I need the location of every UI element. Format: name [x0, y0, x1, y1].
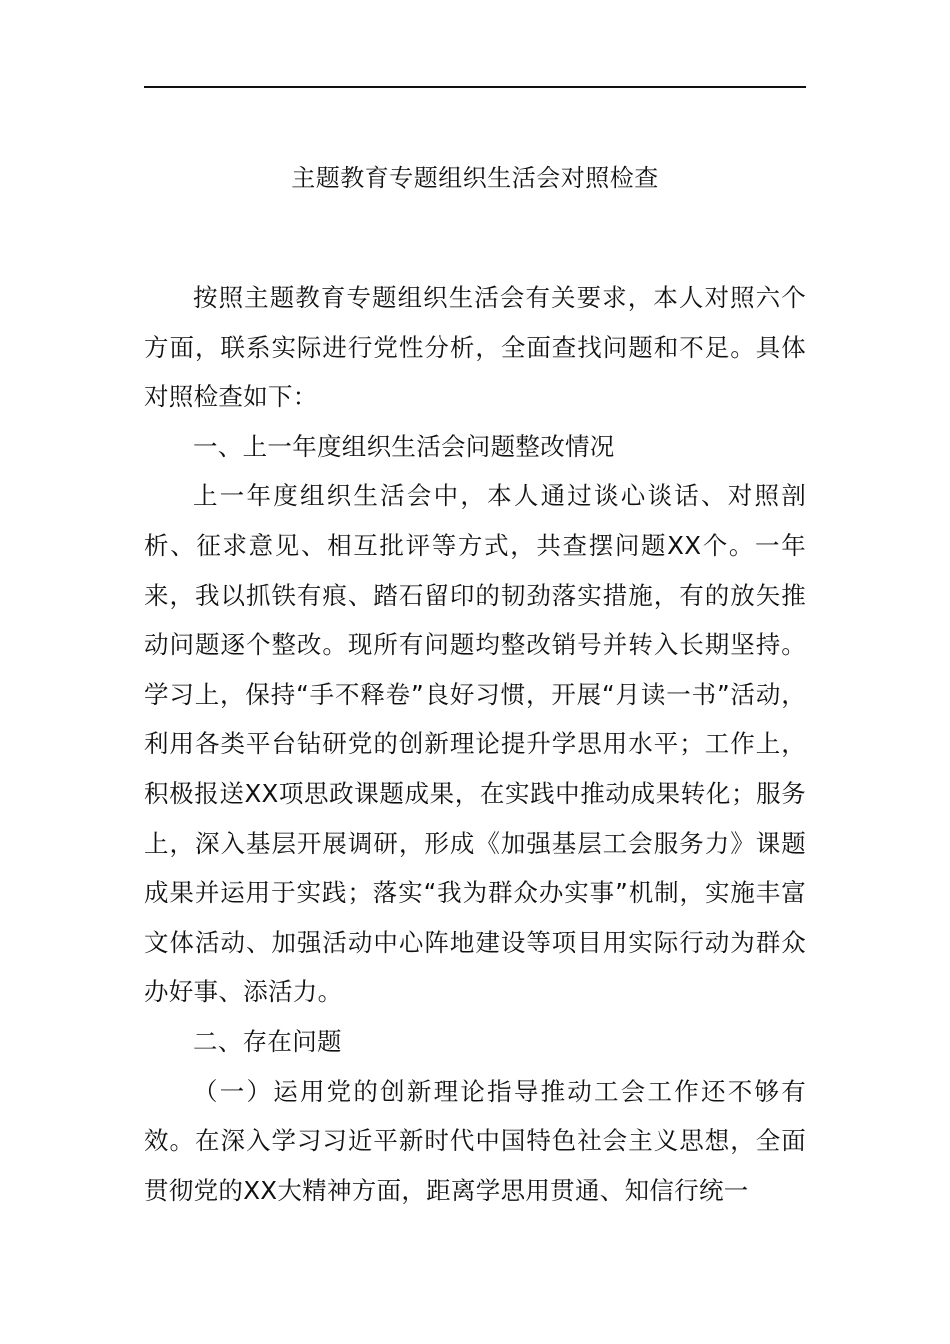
header-rule — [144, 86, 806, 88]
section-heading-1: 一、上一年度组织生活会问题整改情况 — [193, 431, 615, 461]
paragraph-rectification: 上一年度组织生活会中，本人通过谈心谈话、对照剖析、征求意见、相互批评等方式，共查摆问题XX个。一年来，我以抓铁有痕、踏石留印的韧劲落实措施，有的放矢推动问题逐个整改。现所有问题均整改销号并转入长期坚持。学习上，保持“手不释卷”良好习惯，开展“月读一书”活动，利用各类平台钻研党的创新理论提升学思用水平；工作上，积极报送XX项思政课题成果，在实践中推动成果转化；服务上，深入基层开展调研，形成《加强基层工会服务力》课题成果并运用于实践；落实“我为群众办实事”机制，实施丰富文体活动、加强活动中心阵地建设等项目用实际行动为群众办好事、添活力。 — [144, 481, 806, 1007]
section-heading-2: 二、存在问题 — [193, 1026, 342, 1056]
document-body — [144, 273, 806, 1215]
paragraph-intro: 按照主题教育专题组织生活会有关要求，本人对照六个方面，联系实际进行党性分析，全面查找问题和不足。具体对照检查如下： — [144, 283, 806, 412]
document-title: 主题教育专题组织生活会对照检查 — [291, 164, 659, 192]
paragraph-problem-1: （一）运用党的创新理论指导推动工会工作还不够有效。在深入学习习近平新时代中国特色社会主义思想，全面贯彻党的XX大精神方面，距离学思用贯通、知信行统一 — [144, 1076, 806, 1205]
